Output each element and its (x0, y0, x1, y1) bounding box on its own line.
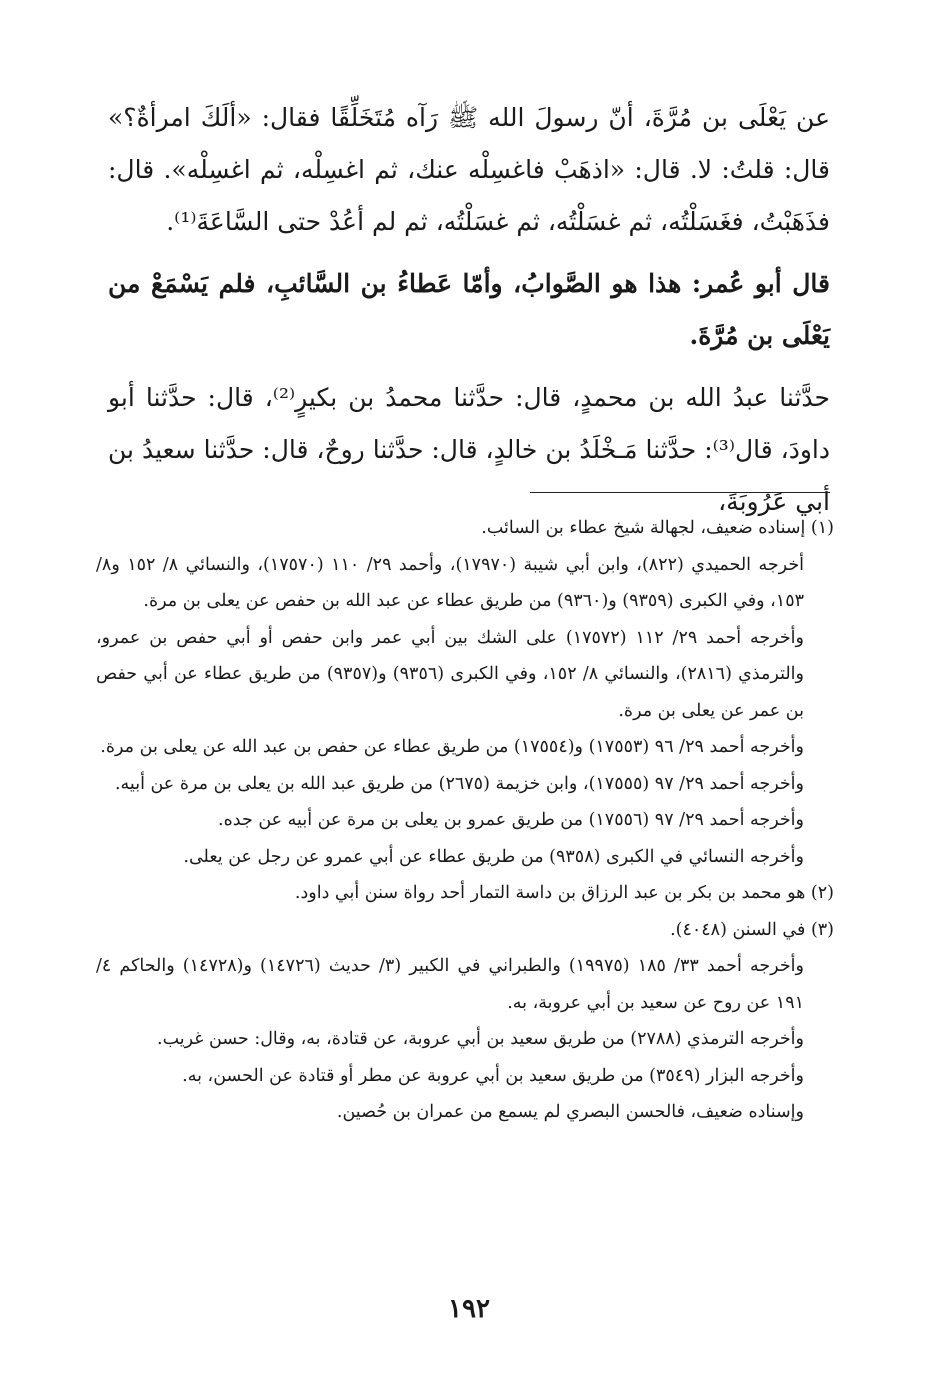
footnote: وأخرجه البزار (٣٥٤٩) من طريق سعيد بن أبي عروبة عن مطر أو قتادة عن الحسن، به. (182, 1065, 804, 1086)
footnote: وإسناده ضعيف، فالحسن البصري لم يسمع من عمران بن حُصين. (336, 1102, 804, 1122)
footnotes (96, 510, 834, 1131)
footnote: وأخرجه أحمد ٢٩/ ٩٦ (١٧٥٥٣) و(١٧٥٥٤) من طريق عطاء عن حفص بن عبد الله عن يعلى بن مرة. (100, 737, 804, 757)
footnote: وأخرجه النسائي في الكبرى (٩٣٥٨) من طريق عطاء عن أبي عمرو عن رجل عن يعلى. (183, 846, 804, 867)
footnote: (٣) في السنن (٤٠٤٨). (670, 919, 834, 940)
footnote: (١) إسناده ضعيف، لجهالة شيخ عطاء بن السائب. (481, 518, 834, 538)
footnote: وأخرجه الترمذي (٢٧٨٨) من طريق سعيد بن أبي عروبة، عن قتادة، به، وقال: حسن غريب. (157, 1029, 804, 1049)
main-paragraph: عن يَعْلَى بن مُرَّةَ، أنّ رسولَ الله ﷺ رَآه مُتَخَلِّقًا فقال: «ألَكَ امرأةٌ؟» قال: قلتُ: لا. قال: «اذهَبْ فاغسِلْه عنك، ثم اغسِلْه، ثم اغسِلْه». قال: فذَهَبْتُ، فغَسَلْتُه، ثم غسَلْتُه، ثم غسَلْتُه، ثم لم أعُدْ حتى السَّاعَةَ⁽¹⁾. (108, 103, 830, 236)
footnote: وأخرجه أحمد ٢٩/ ١١٢ (١٧٥٧٢) على الشك بين أبي عمر وابن حفص أو أبي حفص بن عمرو، والترمذي (٢٨١٦)، والنسائي ٨/ ١٥٢، وفي الكبرى (٩٣٥٦) و(٩٣٥٧) من طريق عطاء عن أبي حفص بن عمر عن يعلى بن مرة. (96, 627, 804, 721)
footnote: وأخرجه أحمد ٢٩/ ٩٧ (١٧٥٥٥)، وابن خزيمة (٢٦٧٥) من طريق عبد الله بن يعلى بن مرة عن أبيه. (114, 773, 804, 794)
footnote: (٢) هو محمد بن بكر بن عبد الرزاق بن داسة التمار أحد رواة سنن أبي داود. (294, 883, 834, 903)
main-paragraph: حدَّثنا عبدُ الله بن محمدٍ، قال: حدَّثنا محمدُ بن بكيرٍ⁽²⁾، قال: حدَّثنا أبو داودَ، قال⁽³⁾: حدَّثنا مَـخْلَدُ بن خالدٍ، قال: حدَّثنا روحٌ، قال: حدَّثنا سعيدُ بن أبي عَرُوبَةَ، (108, 383, 831, 516)
page-number: ١٩٢ (448, 1294, 490, 1324)
main-text (108, 92, 830, 528)
main-paragraph: قال أبو عُمر: هذا هو الصَّوابُ، وأمّا عَطاءُ بن السَّائبِ، فلم يَسْمَعْ من يَعْلَى بن مُرَّةَ. (108, 269, 830, 350)
footnote-divider (530, 492, 830, 493)
footnote: أخرجه الحميدي (٨٢٢)، وابن أبي شيبة (١٧٩٧٠)، وأحمد ٢٩/ ١١٠ (١٧٥٧٠)، والنسائي ٨/ ١٥٢ و٨/ ١٥٣، وفي الكبرى (٩٣٥٩) و(٩٣٦٠) من طريق عطاء عن عبد الله بن حفص عن يعلى بن مرة. (96, 554, 804, 611)
footnote: وأخرجه أحمد ٣٣/ ١٨٥ (١٩٩٧٥) والطبراني في الكبير (٣/ حديث (١٤٧٢٦) و(١٤٧٢٨) والحاكم ٤/ ١٩١ عن روح عن سعيد بن أبي عروبة، به. (96, 956, 804, 1013)
footnote: وأخرجه أحمد ٢٩/ ٩٧ (١٧٥٥٦) من طريق عمرو بن يعلى بن مرة عن أبيه عن جده. (218, 810, 804, 830)
